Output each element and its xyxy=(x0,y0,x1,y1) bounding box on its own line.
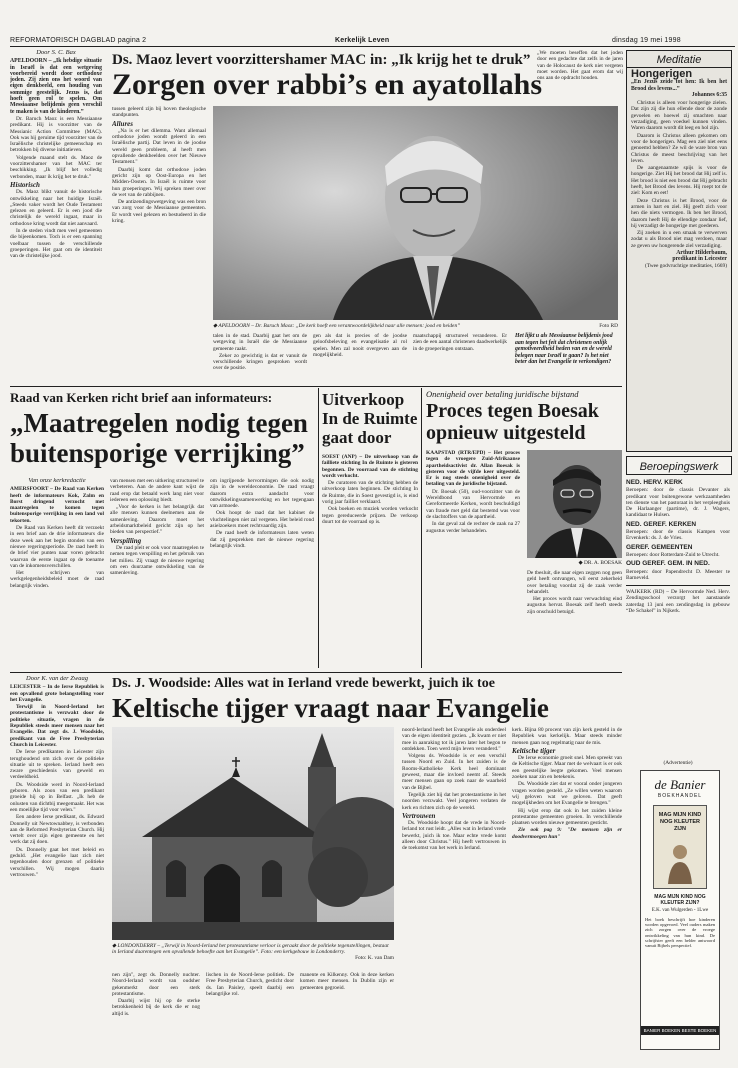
beroep-text-1: Beroepen: door de classis Devanter als predikant voor buitengewone werkzaamheden ten dienste van het pastoraat in het verpleeghuis De Harlaanger (partime), dr. J. Wagers, kandidaat te Hulsen. xyxy=(626,487,730,519)
article4-column-2: De tbesluit, die naar eigen zeggen nog geen geld heeft ontvangen, wil eerst zekerheid over betaling voordat zij de zaak verder behandelt. Het proces wordt naar verwachting eind augustus hervat. Boesak zelf heeft steeds zijn onschuld betuigd. xyxy=(527,570,622,615)
meditatie-body: Hongerigen „En Jezus zeide tot hen: Ik ben het Brood des levens...” Johannes 6:35 Christus is alleen voor hongerige zielen. Dat zijn zij die hun ellende door de zonde gevoelen en hoewel zij smachten naar verzadiging, geen voedsel kunnen vinden. Waren daarom wordt dit leeg en hol zijn. Daarom is Christus alleen gekomen om voor de hongerigen. Mag een ziel niet eens genoemd hebben? Ze wil de ware bron van Christus de meest beschrijving van het leven. De aangenaamste spijs is voor de hongerige. Ziet Hij het brood dat Hij zelf is. Het brood is niet een brood dat Hij gebracht heeft, het Brood des levens. Hij roept tot de ziel: Kom en eet! Deze Christus is het Brood, voor de armen in hart en ziel. Hij geeft zich voor hen die niets vermogen. Ik ben het Brood, daarom heeft Hij de ellendige zondaar lief, hij verzadigt de hongerige met goederen. Zij zoeken in u een smaak te verwerven zodat u als Brood niet mag verdoen, maar ze geven uw hongerende ziel verzadiging. Arthur Hilderbaum, predikant in Leicester (Twee godvruchtige meditaties, 1669) xyxy=(631,68,727,269)
article1-right-top xyxy=(537,50,623,102)
article1-byline: Door S. C. Bax xyxy=(36,50,76,56)
beroep-divider xyxy=(626,585,730,586)
article2-column-1: Van onze kerkredactie AMERSFOORT – De Raad van Kerken heeft de informateurs Kok, Zalm en Borst dringend verzocht met maatregelen te komen tegen buitensporige verrijking in een land vol tekorten. De Raad van Kerken heeft dit verzoekt in een brief aan de drie informateurs die deze week aan het begin stonden van een nieuwe regeringsperiode. De raad heeft in de brief vier punten naar voren gebracht waarvan de eerste ingaat op de toename van de inkomensverschillen. Het schrijven van werkgelegenheidsbeleid moet de raad belangrijk vinden. xyxy=(10,478,104,589)
advert-promo-sub: MAG MIJN KIND NOG KLEUTER ZIJN? xyxy=(654,894,706,906)
column-rule-2 xyxy=(421,388,422,668)
article1-column-3: talen in de stad. Daarbij gaat het om de wetgeving in Israël die de Messiaanse gemeente raakt. Zeker zo gewichtig is dat er vanuit de verschillende kringen gesproken wordt over de positie. xyxy=(213,333,307,372)
article1-photo xyxy=(213,106,618,320)
church-photo xyxy=(112,727,394,940)
article1-subhead-historisch: Historisch xyxy=(10,180,40,189)
article1-column-2: tussen geleerd zijn bij hoven theologische standpunten. Allures „Na is er het dilemma. Want allemaal orthodoxe joden wondt geleerd in een Israëlische partij. Dat leven in de joodse wereld geen probleem, al heeft men opvallende denkbeelden over het Nieuwe Testament." Daarbij komt dat orthodoxe joden gericht zijn op Oost-Europa en het Midden-Oosten. In Israël is ruimte voor hun groeperingen. Wij spreken meer over de wet van de rabbijnen. De antizendingswetgeving was een bron van zorg voor de Messiaanse gemeenten. Er wordt veel gelezen en bestudeerd in die kring. xyxy=(112,106,206,225)
child-illustration-icon xyxy=(654,840,706,884)
article3-dateline: SOEST (ANP) – xyxy=(322,454,363,460)
meditatie-author-role: predikant in Leicester xyxy=(672,256,727,263)
article4-headline: Proces tegen Boesak opnieuw uitgesteld xyxy=(426,400,599,444)
article1-pull-quote: Het lijkt u als Messiaanse belijdenis jood aan tegen het feit dat christenen onlijk gemotiveerdheid heden van en de wereld belegen naar Israël te gaan? Is het niet beter dan het Evangelie te verkondigen? xyxy=(515,333,613,366)
article4-photo xyxy=(527,450,622,558)
advert-book-cover xyxy=(653,805,707,889)
advert-brand-sub: BOEKHANDEL xyxy=(657,793,703,799)
section-rule-2 xyxy=(10,672,622,673)
meditatie-title-bar xyxy=(627,51,731,68)
column-rule-1 xyxy=(318,388,319,668)
beroep-text-2: Beroepen: door de classis Kampen voor Ervenkerk: ds. J. de Vries. xyxy=(626,529,730,542)
caption-marker-icon-3: ◆ xyxy=(112,943,118,949)
beroep-notice: WAJKERK (RD) – De Hervormde Ned. Herv. Zendingsschool verzorgt het aanstaande zaterdag 13 juni een zendingsdag in gebouw “De Schakel” in Nijkerk. xyxy=(626,589,730,615)
advert-footer: BANIER BOEKEN BESTE BOEKEN xyxy=(641,1026,719,1035)
article4-dateline: KAAPSTAD (RTR/EPD) – xyxy=(426,450,491,456)
beroep-head-2: NED. GEREF. KERKEN xyxy=(626,520,697,528)
advert-book-title: MAG MIJN KIND NOG KLEUTER ZIJN xyxy=(658,812,702,832)
beroepingswerk-title: Beroepingswerk xyxy=(639,461,719,473)
article1-column-4: gen als dat is precies of de joodse geloofsbeleving en evangelisatie al rol spelen. Men zal nooit overgeven aan de mogelijkheid. xyxy=(313,333,407,358)
article1-column-5: maatschappij structureel veranderen. Er zien de een aantal christenen daadwerkelijk in de groeperingen ontstaan. xyxy=(413,333,507,352)
boesak-portrait xyxy=(527,450,622,558)
article2-headline: „Maatregelen nodig tegen buitensporige verrijking” xyxy=(10,408,308,468)
article5-caption-text: LONDONDERRY – „Terwijl in Noord-Ierland het protestantisme verloor is geraakt door de politieke tegenstellingen, bestaat in Ierland daarentegen een opvallende behoefte aan het Evangelie”. Foto: een kerkgebouw in Londonderry. xyxy=(112,943,389,956)
article3-column-1: SOEST (ANP) – De uitverkoop van de failliete stichting In de Ruimte is gisteren begonnen. De voorraad van de stichting wordt verkocht. De curatoren van de stichting hebben de uitverkoop laten beginnen. De stichting In de Ruimte, die in Soest gevestigd is, is eind vorig jaar failliet verklaard. Ook boeken en muziek worden verkocht tegen gereduceerde prijzen. De verkoop duurt tot de voorraad op is. xyxy=(322,454,418,525)
meditatie-source: (Twee godvruchtige meditaties, 1669) xyxy=(645,262,727,269)
article5-column-6: kerk. Bijna 80 procent van zijn kerk gesteld in de Republiek was kerkelijk. Maar steeds minder mensen gaan nog regelmatig naar de mis. Keltische tijger De Ierse economie groeit snel. Men spreekt van de Keltische tijger. Maar met de welvaart is er ook een geestelijke leegte gekomen. Veel mensen zoeken naar zin en betekenis. Ds. Woodside ziet dat er vooral onder jongeren vragen worden gesteld. „Ze willen weten waarom wij geloven wat we geloven. Dat geeft mogelijkheden om het Evangelie te brengen." Hij wijst erop dat ook in het zuiden kleine protestantse gemeenten groeien. In verschillende plaatsen worden nieuwe gemeenten gesticht. Zie ook pag 9: "De mensen zijn er doodvermoegen hun" xyxy=(512,727,622,840)
meditatie-heading: Hongerigen xyxy=(631,68,693,80)
article1-caption xyxy=(213,323,618,329)
page-header-left: REFORMATORISCH DAGBLAD pagina 2 xyxy=(10,37,147,44)
article5-kicker: Ds. J. Woodside: Alles wat in Ierland vrede bewerkt, juich ik toe xyxy=(112,676,495,691)
article5-column-1: Door K. van der Zwaag LEICESTER – In de Ierse Republiek is een opvallend grote belangstelling voor het Evangelie. Terwijl in Noord-Ierland het protestantisme is verzwakt door de politieke situatie, vragen in de Republiek steeds meer mensen naar het Evangelie. Dat zegt ds. J. Woodside, predikant van de Free Presbyterian Church in Leicester. De Ierse predikanten in Leicester zijn terughoudend om zich over de politieke situatie uit te spreken. Ierland heeft een zware geschiedenis van geweld en verdeeldheid. Ds. Woodside werd in Noord-Ierland geboren. Als zoon van een predikant groeide hij op in Belfast. „Ik heb de onlusten van dichtbij meegemaakt. Het was een moeilijke tijd voor velen." Een andere Ierse predikant, ds. Edward Donnelly uit Newtownabbey, is verbonden aan de Reformed Presbyterian Church. Hij vertelt over zijn eigen gemeente en het werk dat zij doen. Ds. Donnelly gaat het met beleid en geduld. „Het evangelie laat zich niet tegenhouden door grenzen of politieke verschillen. Wij mogen daarin vertrouwen." xyxy=(10,676,104,878)
beroepingswerk-body xyxy=(626,477,730,777)
article1-subhead-allures: Allures xyxy=(112,119,134,128)
beroep-head-4: OUD GEREF. GEM. IN NED. xyxy=(626,560,710,568)
page-header-section: Kerkelijk Leven xyxy=(335,37,390,44)
article2-kicker: Raad van Kerken richt brief aan informateurs: xyxy=(10,390,273,405)
article5-subhead-1: Keltische tijger xyxy=(512,746,556,755)
page-header-date: dinsdag 19 mei 1998 xyxy=(612,37,681,44)
article5-caption xyxy=(112,943,394,962)
article1-kicker: Ds. Maoz levert voorzittershamer MAC in: „Ik krijg het te druk” xyxy=(112,52,531,68)
article1-left-column: Door S. C. Bax APELDOORN – „Ik hebdige situatie in Israël is dat een wetgeving voorbereid wordt door orthodoxe joden. Zij zien ons het woord van eigen denkbeeld, een houding van sommige geestelijk. Jezus is, dat hoeft geen rol te spelen. Om Messiaanse belijdenis geen verschil te maken is van de kinderen.” Dr. Baruch Maoz is een Messiaanse predikant. Hij is voorzitter van de Messianic Action Committee (MAC). Ook was hij geruime tijd voorzitter van de Israëlische christelijke gemeenschap en betrokken bij diverse initiatieven. Volgende maand stelt ds. Maoz de voorzittershamer van het MAC ter beschikking. „Ik blijf het volledig verbonden, maar ik krijg het te druk." Historisch Ds. Maoz blikt vanuit de historische ontwikkeling naar het huidige Israël. „Steeds vaker wordt het Oude Testament gelezen en geleerd. Er is een jood die christelijk de wereld ingaat, maar in orthodoxe kring wordt dat niet aanvaard. In de steden vindt men veel gemeenten die bijeenkomen. Toch is er een spanning voelbaar tussen de verschillende groeperingen. Het gaat om de identiteit van de christelijke jood. xyxy=(10,50,102,260)
beroepingswerk-title-bar xyxy=(626,456,732,475)
article5-subhead-2: Vertrouwen xyxy=(402,811,436,820)
section-rule-1 xyxy=(10,386,622,387)
article5-headline: Keltische tijger vraagt naar Evangelie xyxy=(112,693,549,723)
article1-right-body: „We moeten beseffen dat het joden door een gedachte dat zelfs in de jaren van de Holocaust de kerk niet vergeten moet worden. Het gaat erom dat wij ons aan de opdracht houden. xyxy=(537,50,623,82)
meditatie-box xyxy=(626,50,732,452)
beroep-head-3: GEREF. GEMEENTEN xyxy=(626,543,693,551)
caption-marker-icon-2: ◆ xyxy=(578,560,584,566)
article1-photo-credit: Foto RD xyxy=(599,323,618,329)
article4-caption-text: DR. A. BOESAK xyxy=(583,560,622,566)
article1-lead: APELDOORN – „Ik hebdige situatie in Israël is dat een wetgeving voorbereid wordt door orthodoxe joden. Zij zien ons het woord van eigen denkbeeld, een houding van sommige geestelijk. Jezus is, dat hoeft geen rol te spelen. Om Messiaanse belijdenis geen verschil te maken is van de kinderen.” xyxy=(10,58,102,115)
article4-kicker: Onenigheid over betaling juridische bijstand xyxy=(426,389,579,399)
article5-column-2: nen zijn", zegt ds. Donnelly nuchter. Noord-Ierland wordt van oudsher gekenmerkt door een sterk protestantisme. Daarbij wijst hij op de sterke betrokkenheid bij de kerk die er nog altijd is. xyxy=(112,972,200,1017)
beroep-text-4: Beroepen: door Papendrecht D. Meester te Barneveld. xyxy=(626,568,730,581)
article2-column-3: om ingrijpende hervormingen die ook nodig zijn in de wereldeconomie. De raad vraagt daarom extra aandacht voor ontwikkelingssamenwerking en het tegengaan van armoede. Ook hoopt de raad dat het kabinet de vluchtelingen niet zal vergeten. Het beleid rond asielzoekers moet rechtvaardig zijn. De raad heeft de informateurs laten weten dat zij gesprekken met de nieuwe regering belangrijk vindt. xyxy=(210,478,314,549)
advert-brand-block xyxy=(641,777,719,799)
advert-brand: de Banier xyxy=(654,777,706,792)
beroep-head-1: NED. HERV. KERK xyxy=(626,479,683,486)
advert-description: Het boek beschrijft hoe kinderen worden opgevoed. Veel ouders maken zich zorgen over de vroege ontwikkeling van hun kind. De schrijfster geeft een helder antwoord vanuit Bijbels perspectief. xyxy=(645,917,715,949)
meditatie-verse: „En Jezus zeide tot hen: Ik ben het Brood des levens...” xyxy=(631,79,727,92)
article5-lead: LEICESTER – In de Ierse Republiek is een opvallend grote belangstelling voor het Evangelie. xyxy=(10,684,104,703)
beroep-text-3: Beroepen: door Rotterdam-Zuid te Utrecht. xyxy=(626,551,720,558)
header-rule xyxy=(10,46,735,47)
article2-byline: Van onze kerkredactie xyxy=(28,478,86,484)
article5-byline: Door K. van der Zwaag xyxy=(26,676,88,682)
advert-author: E.K. van Wulgerden - 1Lwe xyxy=(651,908,709,913)
article3-headline: Uitverkoop In de Ruimte gaat door xyxy=(322,390,418,447)
article5-column-3: lischen in de Noord-Ierse politiek. De Free Presbyterian Church, gesticht door ds. Ian Paisley, speelt daarbij een belangrijke rol. xyxy=(206,972,294,997)
article1-headline: Zorgen over rabbi’s en ayatollahs xyxy=(112,68,543,101)
article2-subhead: Verspilling xyxy=(110,536,142,545)
caption-marker-icon: ◆ xyxy=(213,323,219,329)
article5-photo xyxy=(112,727,394,940)
meditatie-author: Arthur Hilderbaum, xyxy=(676,250,727,257)
portrait-photo xyxy=(213,106,618,320)
article5-photo-credit: Foto: K. van Dam xyxy=(355,955,394,962)
article1-caption-text: APELDOORN – Dr. Baruch Maoz: „De kerk hoeft een verantwoordelijkheid naar alle mensen: jood en heiden” xyxy=(218,323,461,329)
article5-column-5: noord-Ierland heeft het Evangelie als onderdeel van de eigen identiteit gezien. „Ik kwam er niet mee in aanraking tot ik jaren later het begon te ontdekken. Toen werd mijn leven veranderd." Volgens ds. Woodside is er een verschil tussen Noord en Zuid. In het zuiden is de Rooms-Katholieke Kerk heel dominant geweest, maar die invloed neemt af. Steeds meer mensen gaan op zoek naar de waarheid van de Bijbel. Tegelijk ziet hij dat het protestantisme in het noorden verzwakt. Veel jongeren verlaten de kerk en richten zich op de wereld. Vertrouwen Ds. Woodside hoopt dat de vrede in Noord-Ierland tot rust leidt. „Alles wat in Ierland vrede bewerkt, juich ik toe. Maar echte vrede komt alleen door Christus." Hij heeft vertrouwen in de toekomst van het werk in Ierland. xyxy=(402,727,506,852)
advert-box[interactable] xyxy=(640,770,720,1050)
article2-column-2: van mensen met een uitkering structureel te verbeteren. Aan de andere kant wijst de raad erop dat betaald werk lang niet voor iedereen een oplossing biedt. „Voor de kerken is het belangrijk dat alle mensen kunnen deelnemen aan de samenleving. Daarom moet het arbeidsmarktbeleid gericht zijn op het bieden van perspectief." Verspilling De raad pleit er ook voor maatregelen te nemen tegen verspilling en het gebruik van het milieu. Zij vraagt de nieuwe regering om een duurzame ontwikkeling van de samenleving. xyxy=(110,478,204,577)
meditatie-ref: Johannes 6:35 xyxy=(691,91,727,98)
meditatie-title: Meditatie xyxy=(656,54,702,66)
article4-column-1: KAAPSTAD (RTR/EPD) – Het proces tegen de vroegere Zuid-Afrikaanse apartheidsactivist dr. Allan Boesak is gisteren voor de vijfde keer uitgesteld. Er is nog steeds onenigheid over de betaling van de juridische bijstand. Dr. Boesak (50), oud-voorzitter van de Wereldbond van Hervormde en Gereformeerde Kerken, wordt beschuldigd van fraude met geld dat bestemd was voor de slachtoffers van de apartheid. In dat geval zal de rechter de zaak na 27 augustus verder behandelen. xyxy=(426,450,520,534)
advert-label: (Advertentie) xyxy=(663,760,693,766)
article5-column-4: manente en Kilkenny. Ook in deze kerken komen meer mensen. In Dublin zijn er gemeenten gegroeid. xyxy=(300,972,394,991)
article4-caption xyxy=(527,560,622,566)
